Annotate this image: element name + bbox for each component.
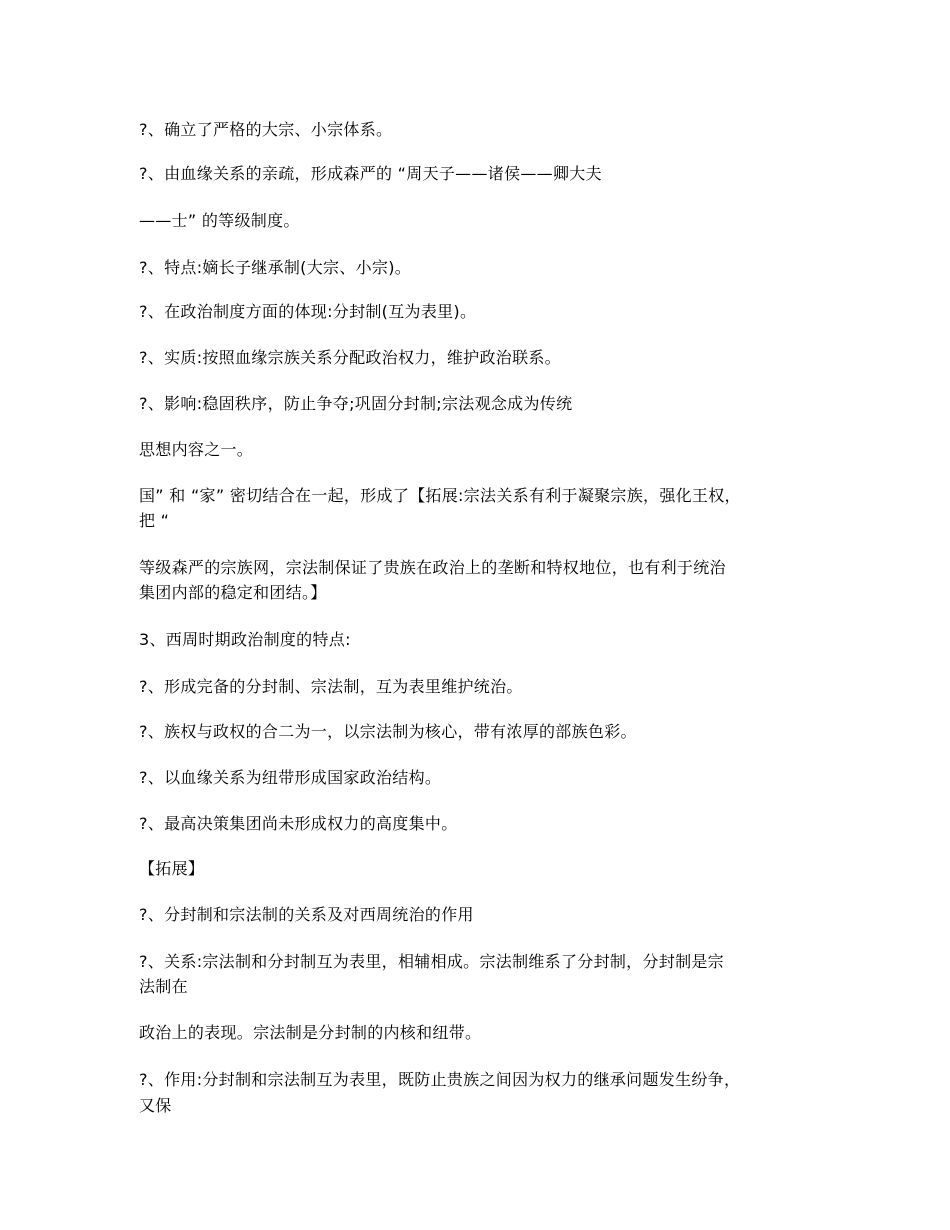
text-line: ?、在政治制度方面的体现:分封制(互为表里)。 [139,302,477,321]
text-line: 等级森严的宗族网，宗法制保证了贵族在政治上的垄断和特权地位，也有利于统治 [139,558,726,577]
text-line: ?、以血缘关系为纽带形成国家政治结构。 [139,768,442,787]
text-line: 把 “ [139,511,170,530]
text-line: 思想内容之一。 [139,440,254,459]
text-line: ?、最高决策集团尚未形成权力的高度集中。 [139,814,458,833]
section-heading: 【拓展】 [139,859,205,878]
text-line: ?、影响:稳固秩序，防止争夺;巩固分封制;宗法观念成为传统 [139,394,573,413]
text-line: 法制在 [139,977,188,996]
text-line: ?、形成完备的分封制、宗法制，互为表里维护统治。 [139,677,523,696]
text-line: 政治上的表现。宗法制是分封制的内核和纽带。 [139,1023,482,1042]
text-line: ?、由血缘关系的亲疏，形成森严的 “周天子——诸侯——卿大夫 [139,164,602,183]
text-line: ?、确立了严格的大宗、小宗体系。 [139,120,393,139]
text-line: ?、族权与政权的合二为一，以宗法制为核心，带有浓厚的部族色彩。 [139,722,637,741]
text-line: ?、特点:嫡长子继承制(大宗、小宗)。 [139,258,412,277]
text-line: ?、关系:宗法制和分封制互为表里，相辅相成。宗法制维系了分封制，分封制是宗 [139,952,724,971]
text-line: ?、实质:按照血缘宗族关系分配政治权力，维护政治联系。 [139,348,561,367]
text-line: 国” 和 “家” 密切结合在一起，形成了【拓展:宗法关系有利于凝聚宗族，强化王权， [139,486,741,505]
text-line: ?、作用:分封制和宗法制互为表里，既防止贵族之间因为权力的继承问题发生纷争， [139,1070,741,1089]
text-line: 集团内部的稳定和团结。】 [139,583,327,602]
text-line: ?、分封制和宗法制的关系及对西周统治的作用 [139,905,474,924]
text-line: ——士” 的等级制度。 [139,211,300,230]
section-heading: 3、西周时期政治制度的特点: [139,630,351,649]
text-line: 又保 [139,1096,172,1115]
